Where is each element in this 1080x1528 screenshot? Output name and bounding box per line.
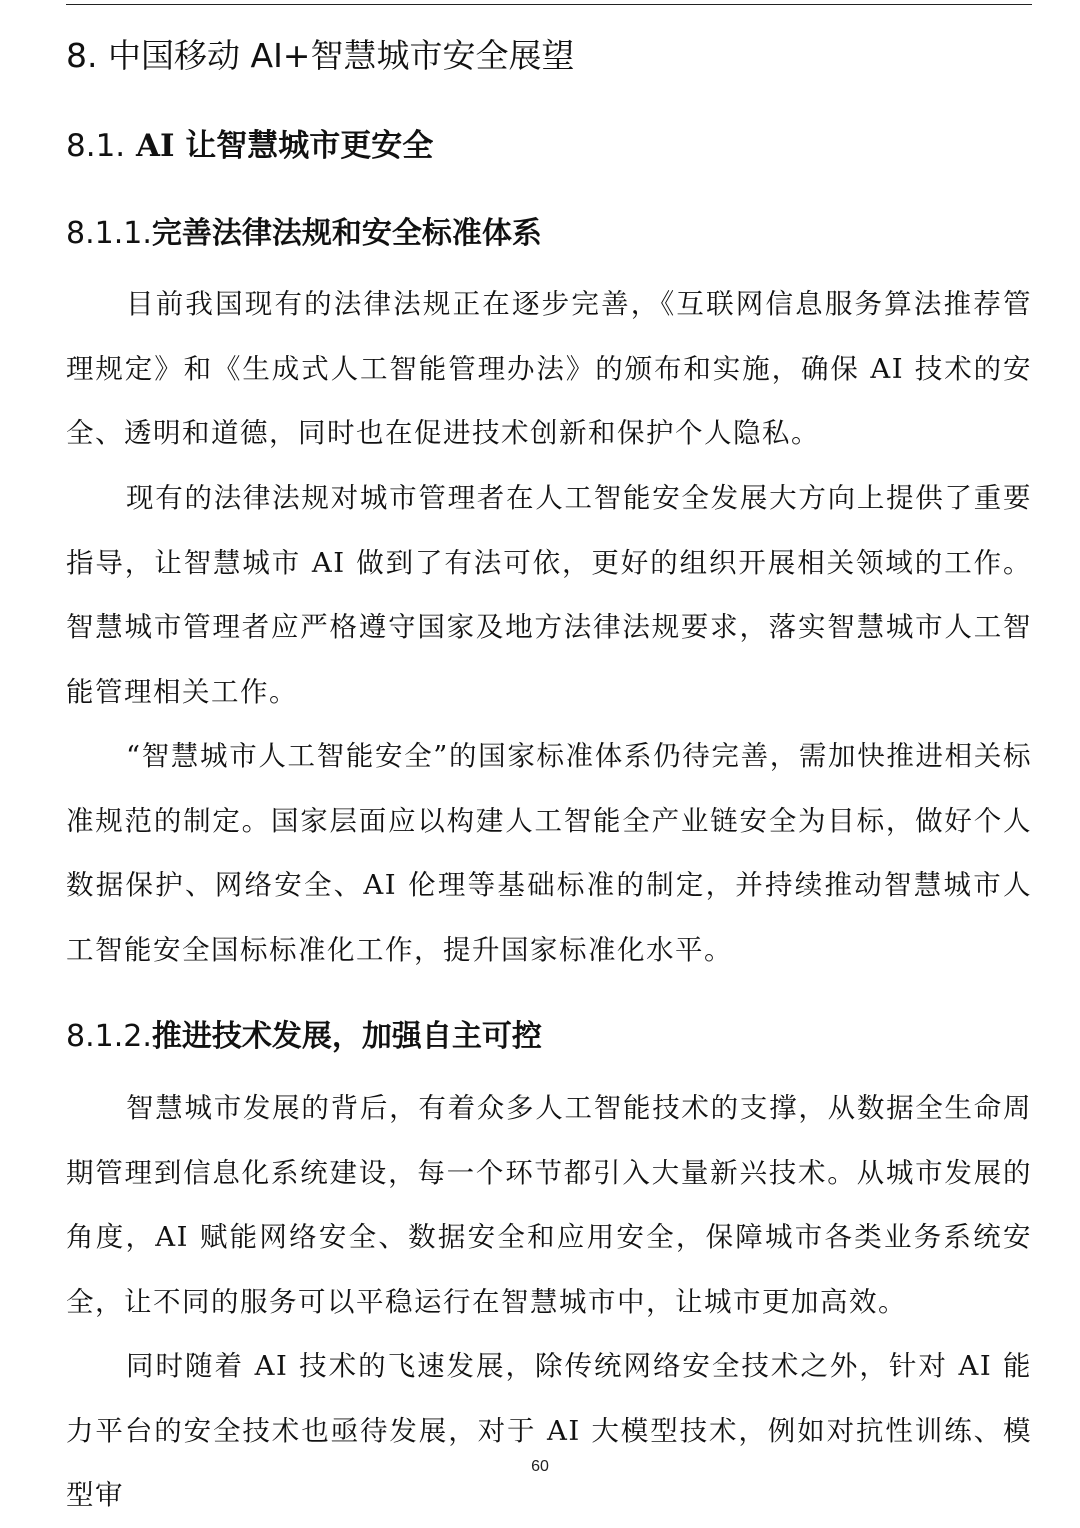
chapter-heading xyxy=(66,34,574,78)
header-rule xyxy=(66,4,1032,5)
page-number: 60 xyxy=(531,1458,549,1475)
section-heading xyxy=(66,125,433,167)
paragraph: 现有的法律法规对城市管理者在人工智能安全发展大方向上提供了重要指导，让智慧城市 AI 做到了有法可依，更好的组织开展相关领域的工作。智慧城市管理者应严格遵守国家及地方法律法规要求，落实智慧城市人工智能管理相关工作。 xyxy=(66,482,1032,708)
section-title: AI 让智慧城市更安全 xyxy=(135,128,434,164)
subsection-heading-2 xyxy=(66,1016,542,1058)
subsection-number: 8.1.2. xyxy=(66,1019,152,1054)
subsection-title: 推进技术发展，加强自主可控 xyxy=(151,1019,542,1054)
paragraph: “智慧城市人工智能安全”的国家标准体系仍待完善，需加快推进相关标准规范的制定。国家层面应以构建人工智能全产业链安全为目标，做好个人数据保护、网络安全、AI 伦理等基础标准的制定，并持续推动智慧城市人工智能安全国标标准化工作，提升国家标准化水平。 xyxy=(66,740,1032,966)
subsection-heading-1 xyxy=(66,213,542,255)
paragraph: 同时随着 AI 技术的飞速发展，除传统网络安全技术之外，针对 AI 能力平台的安全技术也亟待发展，对于 AI 大模型技术，例如对抗性训练、模型审 xyxy=(66,1350,1032,1511)
subsection-title: 完善法律法规和安全标准体系 xyxy=(151,216,542,251)
subsection-number: 8.1.1. xyxy=(66,216,152,251)
chapter-title: 中国移动 AI+智慧城市安全展望 xyxy=(108,36,575,75)
chapter-number: 8. xyxy=(66,36,98,75)
paragraph: 智慧城市发展的背后，有着众多人工智能技术的支撑，从数据全生命周期管理到信息化系统建设，每一个环节都引入大量新兴技术。从城市发展的角度，AI 赋能网络安全、数据安全和应用安全，保障城市各类业务系统安全，让不同的服务可以平稳运行在智慧城市中，让城市更加高效。 xyxy=(66,1092,1032,1318)
section-number: 8.1. xyxy=(66,128,126,164)
paragraph: 目前我国现有的法律法规正在逐步完善，《互联网信息服务算法推荐管理规定》和《生成式人工智能管理办法》的颁布和实施，确保 AI 技术的安全、透明和道德，同时也在促进技术创新和保护个人隐私。 xyxy=(66,288,1032,449)
